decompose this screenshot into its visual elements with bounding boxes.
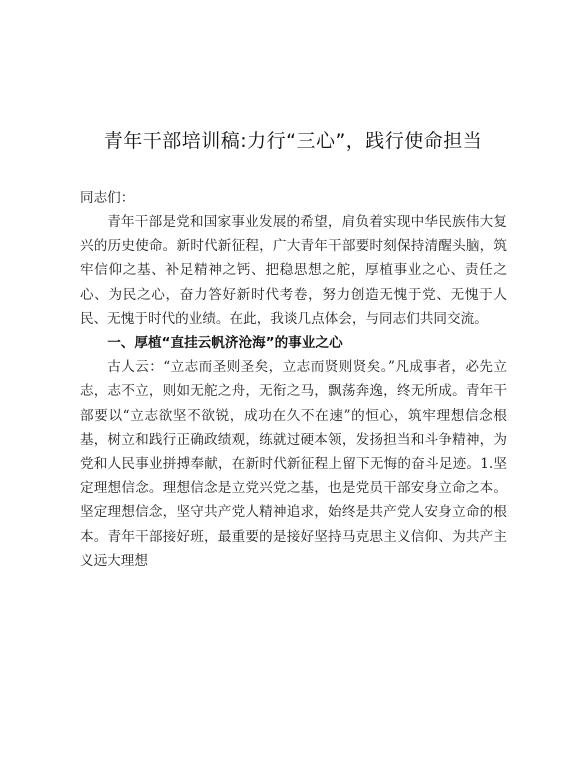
salutation: 同志们：: [80, 190, 135, 206]
section-heading: 一、厚植“直挂云帆济沧海”的事业之心: [107, 335, 343, 352]
section-paragraph: 古人云：“立志而圣则圣矣，立志而贤则贤矣。”凡成事者，必先立志，志不立，则如无舵之舟，无衔之马，飘荡奔逸，终无所成。青年干部要以“立志欲坚不欲锐，成功在久不在速”的恒心，筑牢理想信念根基，树立和践行正确政绩观，练就过硬本领，发扬担当和斗争精神，为党和人民事业拼搏奉献，在新时代新征程上留下无悔的奋斗足迹。1.坚定理想信念。理想信念是立党兴党之基，也是党员干部安身立命之本。坚定理想信念，坚守共产党人精神追求，始终是共产党人安身立命的根本。青年干部接好班，最重要的是接好坚持马克思主义信仰、为共产主义远大理想: [80, 359, 507, 569]
document-body: [80, 210, 507, 573]
intro-paragraph: 青年干部是党和国家事业发展的希望，肩负着实现中华民族伟大复兴的历史使命。新时代新征程，广大青年干部要时刻保持清醒头脑，筑牢信仰之基、补足精神之钙、把稳思想之舵，厚植事业之心、责任之心、为民之心，奋力答好新时代考卷，努力创造无愧于党、无愧于人民、无愧于时代的业绩。在此，我谈几点体会，与同志们共同交流。: [80, 214, 507, 327]
document-title: 青年干部培训稿:力行“三心”，践行使命担当: [103, 130, 483, 152]
